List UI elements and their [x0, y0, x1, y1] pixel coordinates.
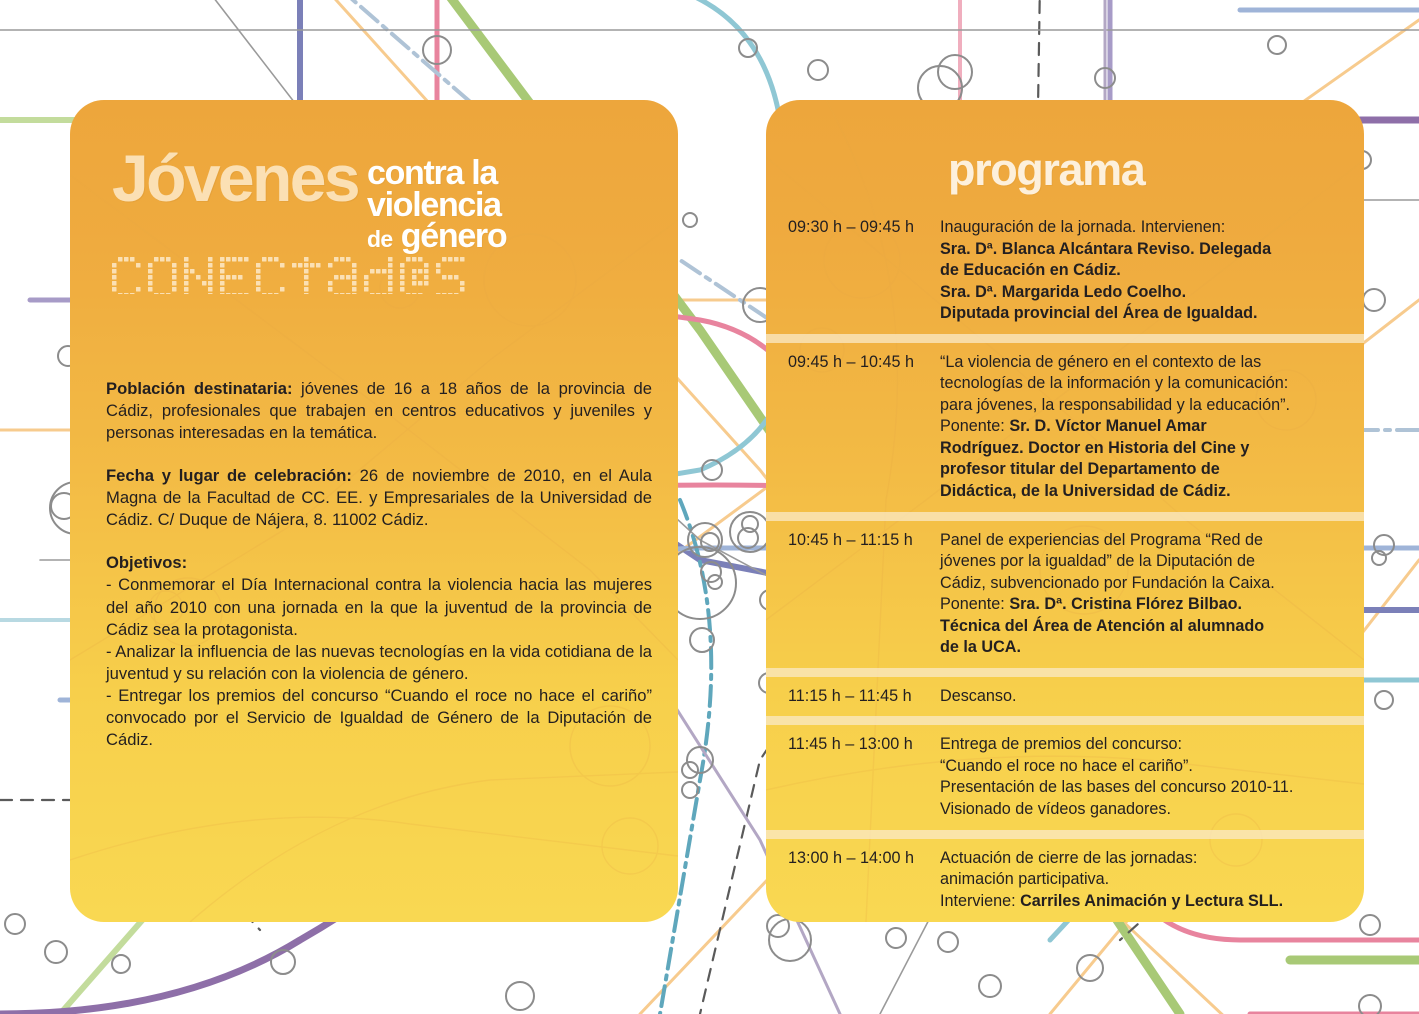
program-row — [766, 343, 1364, 512]
left-info-card — [70, 100, 678, 922]
program-row-time: 09:45 h – 10:45 h — [788, 352, 915, 371]
poster-logo — [112, 141, 652, 292]
program-row-line: Interviene: Carriles Animación y Lectura SLL. — [940, 891, 1284, 910]
left-card-body — [106, 378, 652, 751]
program-row-time: 10:45 h – 11:15 h — [788, 530, 913, 549]
program-row-separator — [766, 716, 1364, 725]
program-row-line: Visionado de vídeos ganadores. — [940, 800, 1171, 819]
program-title: programa — [948, 144, 1145, 195]
logo-line-contra-la: contra la — [366, 154, 497, 192]
program-row-line: Ponente: Sra. Dª. Cristina Flórez Bilbao. — [940, 595, 1242, 614]
program-row — [766, 839, 1364, 922]
logo-line-de-genero — [366, 217, 507, 256]
program-rows — [766, 208, 1364, 921]
program-row — [766, 725, 1364, 829]
program-row-description — [934, 848, 1338, 913]
logo-word-jovenes: Jóvenes — [112, 141, 358, 215]
program-row-time: 09:30 h – 09:45 h — [788, 218, 915, 236]
program-row-time: 13:00 h – 14:00 h — [788, 848, 915, 867]
program-row — [766, 208, 1364, 334]
program-row-line: profesor titular del Departamento de — [940, 460, 1220, 479]
paragraph-poblacion-text: jóvenes de 16 a 18 años de la provincia de Cádiz, profesionales que trabajen en centros educativos y juveniles y personas interesadas en la temática. — [106, 379, 652, 443]
program-row-line: para jóvenes, la responsabilidad y la educación”. — [940, 395, 1291, 414]
program-row-line: Descanso. — [940, 686, 1017, 705]
program-row — [766, 677, 1364, 717]
program-row-separator — [766, 830, 1364, 839]
program-row-line: “La violencia de género en el contexto de las — [940, 352, 1262, 371]
program-row-line: Actuación de cierre de las jornadas: — [940, 848, 1198, 867]
program-row-separator — [766, 668, 1364, 677]
program-row-line: Entrega de premios del concurso: — [940, 735, 1183, 754]
objetivo-item: - Conmemorar el Día Internacional contra la violencia hacia las mujeres del año 2010 con una jornada en la que la juventud de la provincia de Cádiz sea la protagonista. — [106, 575, 652, 639]
program-row — [766, 521, 1364, 668]
program-row-line: de Educación en Cádiz. — [940, 261, 1121, 280]
program-row-line: Panel de experiencias del Programa “Red de — [940, 530, 1264, 549]
program-row-line: tecnologías de la información y la comunicación: — [940, 374, 1289, 393]
program-row-line: Sra. Dª. Margarida Ledo Coelho. — [940, 282, 1187, 301]
paragraph-fecha-lead: Fecha y lugar de celebración: — [106, 466, 352, 486]
program-row-line: Presentación de las bases del concurso 2010-11. — [940, 778, 1294, 797]
program-row-description — [934, 352, 1338, 503]
program-row-time: 11:45 h – 13:00 h — [788, 735, 913, 754]
program-row-line: Rodríguez. Doctor en Historia del Cine y — [940, 438, 1250, 457]
program-row-description — [934, 686, 1338, 708]
program-row-line: Técnica del Área de Atención al alumnado — [940, 616, 1265, 635]
program-row-line: Sra. Dª. Blanca Alcántara Reviso. Delegada — [940, 239, 1272, 258]
program-row-line: Diputada provincial del Área de Igualdad. — [940, 304, 1258, 323]
logo-word-conectados — [112, 254, 652, 292]
paragraph-poblacion — [106, 378, 652, 444]
program-row-line: Didáctica, de la Universidad de Cádiz. — [940, 482, 1231, 501]
right-program-card — [766, 100, 1364, 922]
objetivos-title: Objetivos: — [106, 553, 188, 573]
program-row-description — [934, 734, 1338, 820]
program-row-time: 11:15 h – 11:45 h — [788, 686, 912, 705]
objetivo-item: - Analizar la influencia de las nuevas tecnologías en la vida cotidiana de la juventud y su relación con la violencia de género. — [106, 641, 652, 683]
paragraph-poblacion-lead: Población destinataria: — [106, 379, 293, 398]
objetivo-item: - Entregar los premios del concurso “Cuando el roce no hace el cariño” convocado por el Servicio de Igualdad de Género de la Diputación de Cádiz. — [106, 685, 652, 749]
program-row-line: Cádiz, subvencionado por Fundación la Caixa. — [940, 573, 1275, 592]
program-row-line: “Cuando el roce no hace el cariño”. — [940, 756, 1193, 775]
program-row-description — [934, 217, 1338, 325]
program-row-line: Inauguración de la jornada. Intervienen: — [940, 218, 1226, 236]
logo-word-de: de — [366, 226, 393, 253]
program-row-line: jóvenes por la igualdad” de la Diputación de — [940, 552, 1255, 571]
program-row-line: de la UCA. — [940, 638, 1021, 657]
logo-line-violencia: violencia — [366, 185, 501, 224]
paragraph-objetivos — [106, 552, 652, 751]
program-row-separator — [766, 512, 1364, 521]
program-row-line: animación participativa. — [940, 870, 1110, 889]
logo-tagline — [366, 154, 507, 256]
program-row-separator — [766, 334, 1364, 343]
logo-word-genero: género — [400, 217, 507, 256]
program-row-description — [934, 530, 1338, 659]
paragraph-fecha — [106, 465, 652, 531]
program-row-line: Ponente: Sr. D. Víctor Manuel Amar — [940, 417, 1207, 436]
paragraph-fecha-text: 26 de noviembre de 2010, en el Aula Magna de la Facultad de CC. EE. y Empresariales de la Universidad de Cádiz. C/ Duque de Nájera, 8. 11002 Cádiz. — [106, 466, 652, 530]
